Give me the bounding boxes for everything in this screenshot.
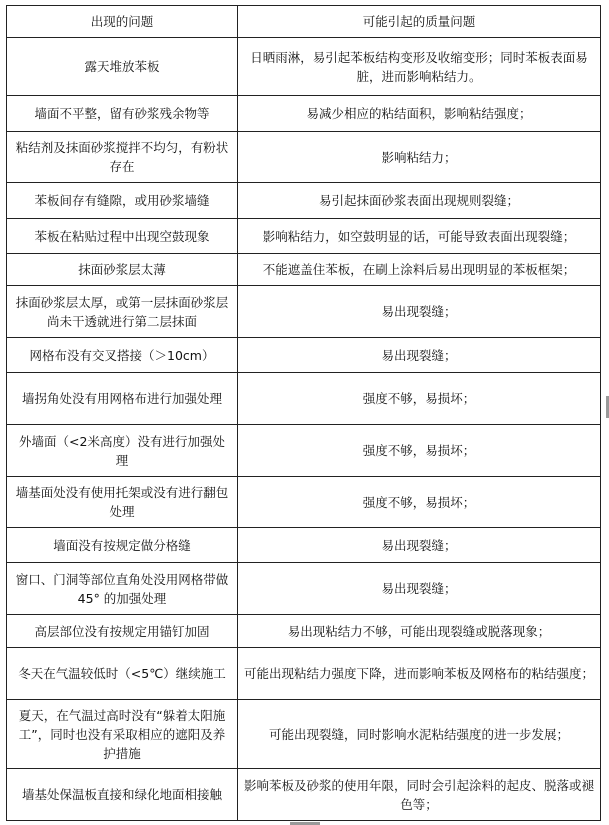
issue-cell: 抹面砂浆层太厚，或第一层抹面砂浆层尚未干透就进行第二层抹面 bbox=[7, 286, 238, 338]
table-row bbox=[7, 132, 601, 183]
table-row bbox=[7, 338, 601, 373]
consequence-cell: 易减少相应的粘结面积，影响粘结强度； bbox=[238, 96, 601, 132]
issue-cell: 墙拐角处没有用网格布进行加强处理 bbox=[7, 373, 238, 425]
issue-cell: 苯板间存有缝隙，或用砂浆墙缝 bbox=[7, 183, 238, 219]
table-row bbox=[7, 769, 601, 821]
table-row bbox=[7, 528, 601, 563]
issue-cell: 窗口、门洞等部位直角处没用网格带做 45° 的加强处理 bbox=[7, 563, 238, 615]
issue-cell: 粘结剂及抹面砂浆搅拌不均匀，有粉状存在 bbox=[7, 132, 238, 183]
consequence-cell: 可能出现粘结力强度下降，进而影响苯板及网格布的粘结强度； bbox=[238, 648, 601, 700]
issue-cell: 夏天，在气温过高时没有“躲着太阳施工”，同时也没有采取相应的遮阳及养护措施 bbox=[7, 700, 238, 769]
header-consequence: 可能引起的质量问题 bbox=[238, 6, 601, 38]
consequence-cell: 强度不够，易损坏； bbox=[238, 425, 601, 477]
table-row bbox=[7, 183, 601, 219]
consequence-cell: 易出现粘结力不够，可能出现裂缝或脱落现象； bbox=[238, 615, 601, 648]
table-row bbox=[7, 563, 601, 615]
issue-cell: 网格布没有交叉搭接（＞10cm） bbox=[7, 338, 238, 373]
issue-cell: 墙面不平整，留有砂浆残余物等 bbox=[7, 96, 238, 132]
consequence-cell: 影响苯板及砂浆的使用年限，同时会引起涂料的起皮、脱落或褪色等； bbox=[238, 769, 601, 821]
issue-cell: 墙基面处没有使用托架或没有进行翻包处理 bbox=[7, 477, 238, 528]
consequence-cell: 易出现裂缝； bbox=[238, 286, 601, 338]
table-row bbox=[7, 254, 601, 286]
table-header-row bbox=[7, 6, 601, 38]
issue-cell: 抹面砂浆层太薄 bbox=[7, 254, 238, 286]
issue-cell: 苯板在粘贴过程中出现空鼓现象 bbox=[7, 219, 238, 254]
table-row bbox=[7, 286, 601, 338]
issue-cell: 墙基处保温板直接和绿化地面相接触 bbox=[7, 769, 238, 821]
consequence-cell: 易出现裂缝； bbox=[238, 528, 601, 563]
table-row bbox=[7, 373, 601, 425]
issue-cell: 墙面没有按规定做分格缝 bbox=[7, 528, 238, 563]
consequence-cell: 易引起抹面砂浆表面出现规则裂缝； bbox=[238, 183, 601, 219]
header-issue: 出现的问题 bbox=[7, 6, 238, 38]
quality-issues-table bbox=[6, 5, 601, 821]
consequence-cell: 影响粘结力，如空鼓明显的话，可能导致表面出现裂缝； bbox=[238, 219, 601, 254]
consequence-cell: 不能遮盖住苯板，在刷上涂料后易出现明显的苯板框架； bbox=[238, 254, 601, 286]
issue-cell: 冬天在气温较低时（<5℃）继续施工 bbox=[7, 648, 238, 700]
table-row bbox=[7, 477, 601, 528]
table-row bbox=[7, 96, 601, 132]
table-row bbox=[7, 615, 601, 648]
issue-cell: 外墙面（<2米高度）没有进行加强处理 bbox=[7, 425, 238, 477]
table-row bbox=[7, 38, 601, 96]
table-row bbox=[7, 700, 601, 769]
issue-cell: 露天堆放苯板 bbox=[7, 38, 238, 96]
consequence-cell: 可能出现裂缝，同时影响水泥粘结强度的进一步发展； bbox=[238, 700, 601, 769]
table-row bbox=[7, 219, 601, 254]
table-row bbox=[7, 425, 601, 477]
consequence-cell: 强度不够，易损坏； bbox=[238, 373, 601, 425]
consequence-cell: 易出现裂缝； bbox=[238, 338, 601, 373]
consequence-cell: 日晒雨淋，易引起苯板结构变形及收缩变形；同时苯板表面易脏，进而影响粘结力。 bbox=[238, 38, 601, 96]
table-row bbox=[7, 648, 601, 700]
consequence-cell: 强度不够，易损坏； bbox=[238, 477, 601, 528]
issue-cell: 高层部位没有按规定用锚钉加固 bbox=[7, 615, 238, 648]
consequence-cell: 影响粘结力； bbox=[238, 132, 601, 183]
consequence-cell: 易出现裂缝； bbox=[238, 563, 601, 615]
